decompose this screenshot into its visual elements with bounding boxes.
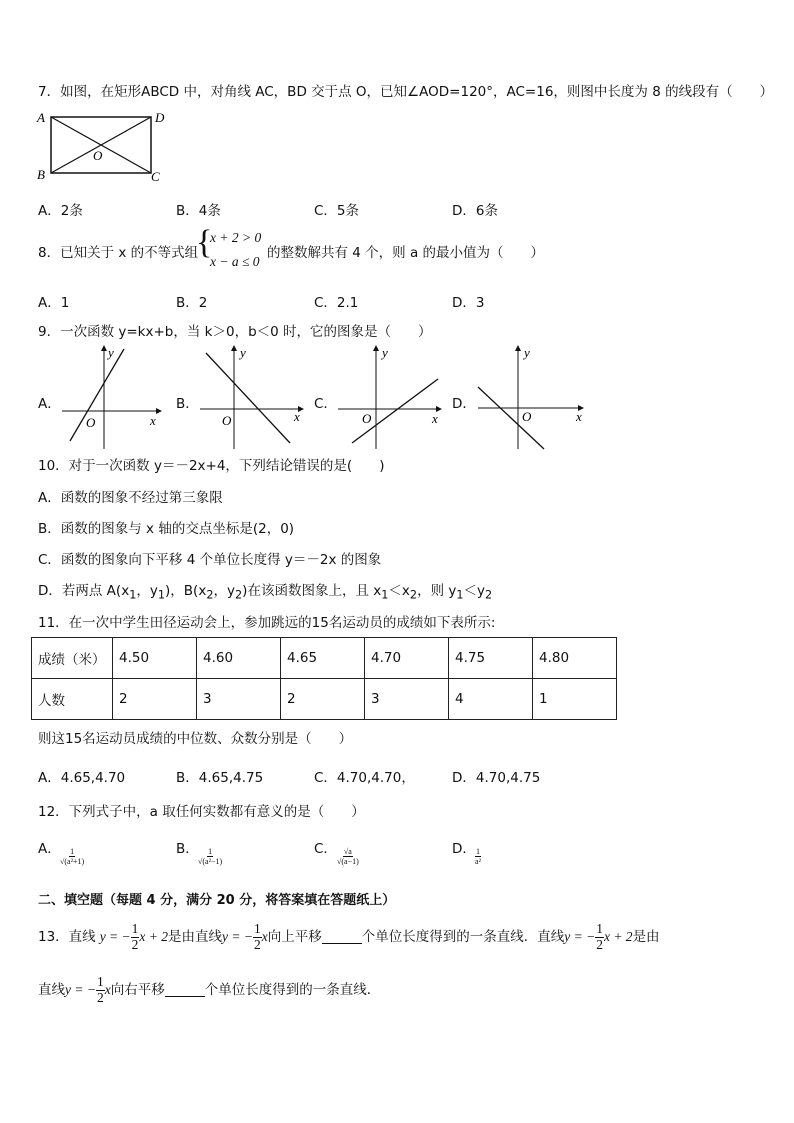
svg-text:O: O — [522, 409, 532, 424]
svg-text:x: x — [150, 413, 156, 428]
fraction-half: $\frac{1}{2}$ — [131, 921, 139, 952]
q10-stem: 10．对于一次函数 y＝－2x+4，下列结论错误的是( ) — [38, 458, 385, 474]
section-heading: 二、填空题（每题 4 分，满分 20 分，将答案填在答题纸上） — [38, 893, 396, 908]
table-cell: 1 — [533, 679, 617, 720]
q7-option-c: C．5条 — [314, 203, 360, 219]
q11-option-d: D．4.70,4.75 — [452, 770, 541, 786]
q8-brace: { — [196, 224, 213, 261]
fraction-half: $\frac{1}{2}$ — [596, 921, 603, 952]
table-cell: 4.50 — [113, 638, 197, 679]
answer-blank-1[interactable] — [322, 931, 362, 944]
q12-option-d: D． — [452, 841, 476, 857]
table-cell: 4.60 — [197, 638, 281, 679]
table-row — [32, 679, 617, 720]
label-A: A — [37, 110, 45, 125]
q11-score-table — [31, 637, 617, 720]
q7-rectangle-figure — [34, 108, 174, 186]
q11-option-a: A．4.65,4.70 — [38, 770, 126, 786]
q13-line2: 直线 y = − $\frac{1}{2}$ x 向右平移 个单位长度得到的一条直线． — [38, 974, 381, 1005]
q9-graph-b — [196, 345, 306, 450]
table-cell: 人数 — [32, 679, 113, 720]
svg-text:x: x — [432, 411, 438, 426]
table-cell: 3 — [365, 679, 449, 720]
q9-option-d: D． — [452, 396, 476, 412]
table-cell: 2 — [281, 679, 365, 720]
table-cell: 4.80 — [533, 638, 617, 679]
q8-stem-a: 8．已知关于 x 的不等式组 — [38, 245, 199, 261]
q8-option-a: A．1 — [38, 295, 70, 311]
svg-text:y: y — [108, 345, 114, 360]
table-row — [32, 638, 617, 679]
q10-option-a: A．函数的图象不经过第三象限 — [38, 490, 223, 506]
table-cell: 4.75 — [449, 638, 533, 679]
q12-option-c: C． — [314, 841, 337, 857]
q8-option-b: B．2 — [176, 295, 208, 311]
table-cell: 4.65 — [281, 638, 365, 679]
q12-expr-d: 1 a² — [475, 847, 481, 867]
svg-text:x: x — [294, 409, 300, 424]
label-D: D — [155, 110, 165, 125]
q9-option-c: C． — [314, 396, 337, 412]
q8-ineq1: x + 2 > 0 — [210, 230, 262, 245]
q7-option-b: B．4条 — [176, 203, 221, 219]
q12-expr-b: 1 √(a²−1) — [198, 847, 223, 867]
q9-option-b: B． — [176, 396, 199, 412]
q7-stem: 7．如图，在矩形ABCD 中，对角线 AC，BD 交于点 O，已知∠AOD=120°，AC=16，则图中长度为 8 的线段有（ ） — [38, 84, 774, 100]
label-O: O — [93, 148, 103, 163]
svg-text:O: O — [86, 415, 96, 430]
table-cell: 3 — [197, 679, 281, 720]
fraction-half: $\frac{1}{2}$ — [253, 921, 261, 952]
svg-text:y: y — [240, 345, 246, 360]
q9-graph-d — [474, 345, 586, 450]
label-B: B — [37, 167, 45, 182]
svg-text:y: y — [382, 345, 388, 360]
q9-option-a: A． — [38, 396, 61, 412]
q9-graph-c — [334, 345, 444, 450]
table-cell: 成绩（米） — [32, 638, 113, 679]
q10-option-c: C．函数的图象向下平移 4 个单位长度得 y＝－2x 的图象 — [38, 552, 382, 568]
svg-text:O: O — [362, 411, 372, 426]
q12-option-b: B． — [176, 841, 199, 857]
answer-blank-2[interactable] — [165, 984, 205, 997]
svg-text:O: O — [222, 413, 232, 428]
svg-text:y: y — [524, 345, 530, 360]
q12-expr-c: √a √(a−1) — [337, 847, 359, 867]
q12-expr-a: 1 √(a²+1) — [60, 847, 85, 867]
svg-text:x: x — [576, 409, 582, 424]
q11-option-b: B．4.65,4.75 — [176, 770, 264, 786]
q12-stem: 12．下列式子中，a 取任何实数都有意义的是（ ） — [38, 804, 365, 820]
q11-stem: 11．在一次中学生田径运动会上，参加跳远的15名运动员的成绩如下表所示: — [38, 615, 496, 631]
table-cell: 4 — [449, 679, 533, 720]
q12-option-a: A． — [38, 841, 61, 857]
q7-option-a: A．2条 — [38, 203, 83, 219]
table-cell: 4.70 — [365, 638, 449, 679]
q10-option-d: D．若两点 $A(x_1$，$y_1$)，$B(x_2$，$y_2$)在该函数图象上，且 $x_1<x_2$，则 $y_1<y_2$ — [38, 583, 493, 602]
q8-option-d: D．3 — [452, 295, 485, 311]
q11-ask: 则这15名运动员成绩的中位数、众数分别是（ ） — [38, 731, 353, 747]
q8-stem-b: 的整数解共有 4 个，则 a 的最小值为（ ） — [267, 245, 545, 261]
fraction-half: $\frac{1}{2}$ — [96, 974, 104, 1005]
table-cell: 2 — [113, 679, 197, 720]
q7-option-d: D．6条 — [452, 203, 498, 219]
q9-graph-a — [58, 345, 162, 450]
q11-option-c: C．4.70,4.70， — [314, 770, 415, 786]
q8-option-c: C．2.1 — [314, 295, 359, 311]
q9-stem: 9．一次函数 y=kx+b，当 k＞0，b＜0 时，它的图象是（ ） — [38, 324, 432, 340]
q10-option-b: B．函数的图象与 x 轴的交点坐标是(2，0) — [38, 521, 295, 537]
label-C: C — [151, 169, 160, 184]
q13-line1: 13．直线 y = − $\frac{1}{2}$ x + 2 是由直线 y = − $\frac{1}{2}$ x 向上平移 个单位长度得到的一条直线．直线 y = − $\frac{1}{2}$ x + 2 是由 — [38, 921, 660, 952]
q8-ineq2: x − a ≤ 0 — [210, 254, 260, 269]
